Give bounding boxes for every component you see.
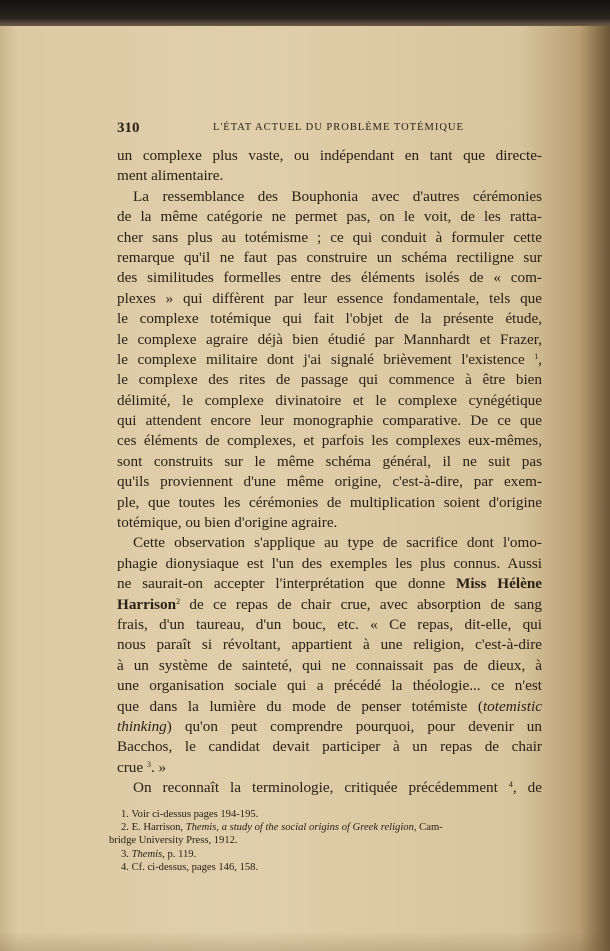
scan-top-edge <box>0 0 610 26</box>
text-line <box>117 330 542 350</box>
italic-text: Themis <box>131 848 163 860</box>
text-line <box>117 391 542 411</box>
text-line <box>117 778 542 798</box>
bold-text: Harrison <box>117 595 177 613</box>
text-line <box>117 635 542 655</box>
text-segment: de ce repas de chair crue, avec absorption de sang <box>180 595 542 613</box>
text-line <box>117 411 542 431</box>
text-segment: La ressemblance des Bouphonia avec d'autres cérémonies <box>133 187 542 205</box>
page-number: 310 <box>117 120 140 136</box>
text-line <box>117 146 542 166</box>
text-line <box>117 431 542 451</box>
text-line <box>117 656 542 676</box>
footnote-ref: 3 <box>146 759 151 769</box>
text-segment: délimité, le complexe divinatoire et le complexe cynégétique <box>117 391 542 409</box>
italic-text: thinking <box>117 717 167 735</box>
text-segment: Cette observation s'applique au type de sacrifice dont l'omo- <box>133 534 542 552</box>
text-line <box>117 187 542 207</box>
footnote-ref: 1 <box>534 351 539 361</box>
text-line <box>117 717 542 737</box>
text-line <box>117 472 542 492</box>
text-line <box>117 758 542 778</box>
text-segment: On reconnaît la terminologie, critiquée précédemment <box>133 779 509 797</box>
text-line <box>117 697 542 717</box>
text-segment: un complexe plus vaste, ou indépendant en tant que directe- <box>117 147 542 164</box>
text-segment: le complexe agraire déjà bien étudié par Mannhardt et Frazer, <box>117 330 542 348</box>
text-line <box>117 737 542 757</box>
text-segment: frais, d'un taureau, d'un bouc, etc. « Ce repas, dit-elle, qui <box>117 615 542 633</box>
text-segment: qu'ils proviennent d'une même origine, c'est-à-dire, par exem- <box>117 473 542 491</box>
text-segment: ne saurait-on accepter l'interprétation que donne <box>117 575 456 593</box>
text-segment: que dans la lumière du mode de penser totémiste ( <box>117 697 483 715</box>
text-segment: totémique, ou bien d'origine agraire. <box>117 514 338 532</box>
text-segment: 1. Voir ci-dessus pages 194-195. <box>121 809 259 820</box>
text-line <box>117 615 542 635</box>
text-line <box>117 268 542 288</box>
text-segment: qui attendent encore leur monographie comparative. De ce que <box>117 412 542 430</box>
text-segment: à un système de sainteté, qui ne connaissait pas de dieux, à <box>117 656 542 674</box>
footnote <box>117 848 542 861</box>
text-line <box>117 309 542 329</box>
bold-text: Miss Hélène <box>456 575 543 593</box>
text-segment: . » <box>150 758 167 776</box>
text-segment: 3. <box>121 848 132 860</box>
text-segment: , de <box>512 779 542 797</box>
text-line <box>117 207 542 227</box>
text-line <box>117 533 542 553</box>
page-header <box>117 120 542 140</box>
text-segment: ) qu'on peut comprendre pourquoi, pour devenir un <box>166 717 542 735</box>
text-line <box>117 493 542 513</box>
running-head: L'ÉTAT ACTUEL DU PROBLÈME TOTÉMIQUE <box>213 122 464 133</box>
scan-bottom-edge <box>0 931 610 951</box>
text-line <box>117 574 542 594</box>
text-segment: une organisation sociale qui a précédé la théologie... ce n'est <box>117 677 542 695</box>
text-line <box>117 513 542 533</box>
text-segment: ple, que toutes les cérémonies de multiplication soient d'origine <box>117 493 542 511</box>
text-line <box>117 370 542 390</box>
text-line <box>117 676 542 696</box>
text-line <box>117 289 542 309</box>
text-segment: sont construits sur le même schéma général, il ne suit pas <box>117 452 542 470</box>
text-segment: de la même catégorie ne permet pas, on le voit, de les ratta- <box>117 208 542 226</box>
text-line <box>117 228 542 248</box>
text-segment: remarque qu'il ne faut pas construire un schéma rectiligne sur <box>117 248 542 266</box>
footnote-ref: 2 <box>176 596 181 606</box>
footnote <box>117 821 542 834</box>
footnotes <box>109 808 542 874</box>
text-segment: le complexe des rites de passage qui commence à être bien <box>117 371 542 389</box>
text-line <box>117 452 542 472</box>
text-segment: 2. E. Harrison, <box>121 822 186 834</box>
text-line <box>117 248 542 268</box>
footnote <box>117 861 542 874</box>
text-line <box>117 350 542 370</box>
text-segment: , <box>538 350 542 368</box>
text-segment: phagie dionysiaque est l'un des exemples les plus connus. Aussi <box>117 554 542 572</box>
text-segment: crue <box>117 758 147 776</box>
text-segment: nous paraît si révoltant, appartient à une religion, c'est-à-dire <box>117 636 542 654</box>
footnote <box>117 808 542 821</box>
text-segment: le complexe totémique qui fait l'objet de la présente étude, <box>117 310 542 328</box>
text-segment: bridge University Press, 1912. <box>109 835 238 847</box>
text-segment: , p. 119. <box>162 848 197 860</box>
body-text <box>117 146 542 799</box>
text-segment: le complexe militaire dont j'ai signalé brièvement l'existence <box>117 350 535 368</box>
text-line <box>117 166 542 186</box>
italic-text: totemistic <box>482 697 542 715</box>
text-segment: ces éléments de complexes, et parfois les complexes eux-mêmes, <box>117 432 542 450</box>
text-segment: Bacchos, le candidat devait participer à un repas de chair <box>117 738 542 756</box>
footnote-ref: 4 <box>508 780 513 790</box>
text-line <box>117 554 542 574</box>
text-segment: plexes » qui diffèrent par leur essence fondamentale, tels que <box>117 289 542 307</box>
text-segment: cher sans plus au totémisme ; ce qui conduit à formuler cette <box>117 228 542 246</box>
text-segment: , Cam- <box>413 822 443 834</box>
text-segment: ment alimentaire. <box>117 167 224 185</box>
text-segment: des similitudes formelles entre des éléments isolés de « com- <box>117 269 542 287</box>
text-segment: 4. Cf. ci-dessus, pages 146, 158. <box>121 861 259 873</box>
italic-text: Themis, a study of the social origins of Greek religion <box>185 822 414 834</box>
footnote <box>109 834 542 847</box>
text-line <box>117 595 542 615</box>
